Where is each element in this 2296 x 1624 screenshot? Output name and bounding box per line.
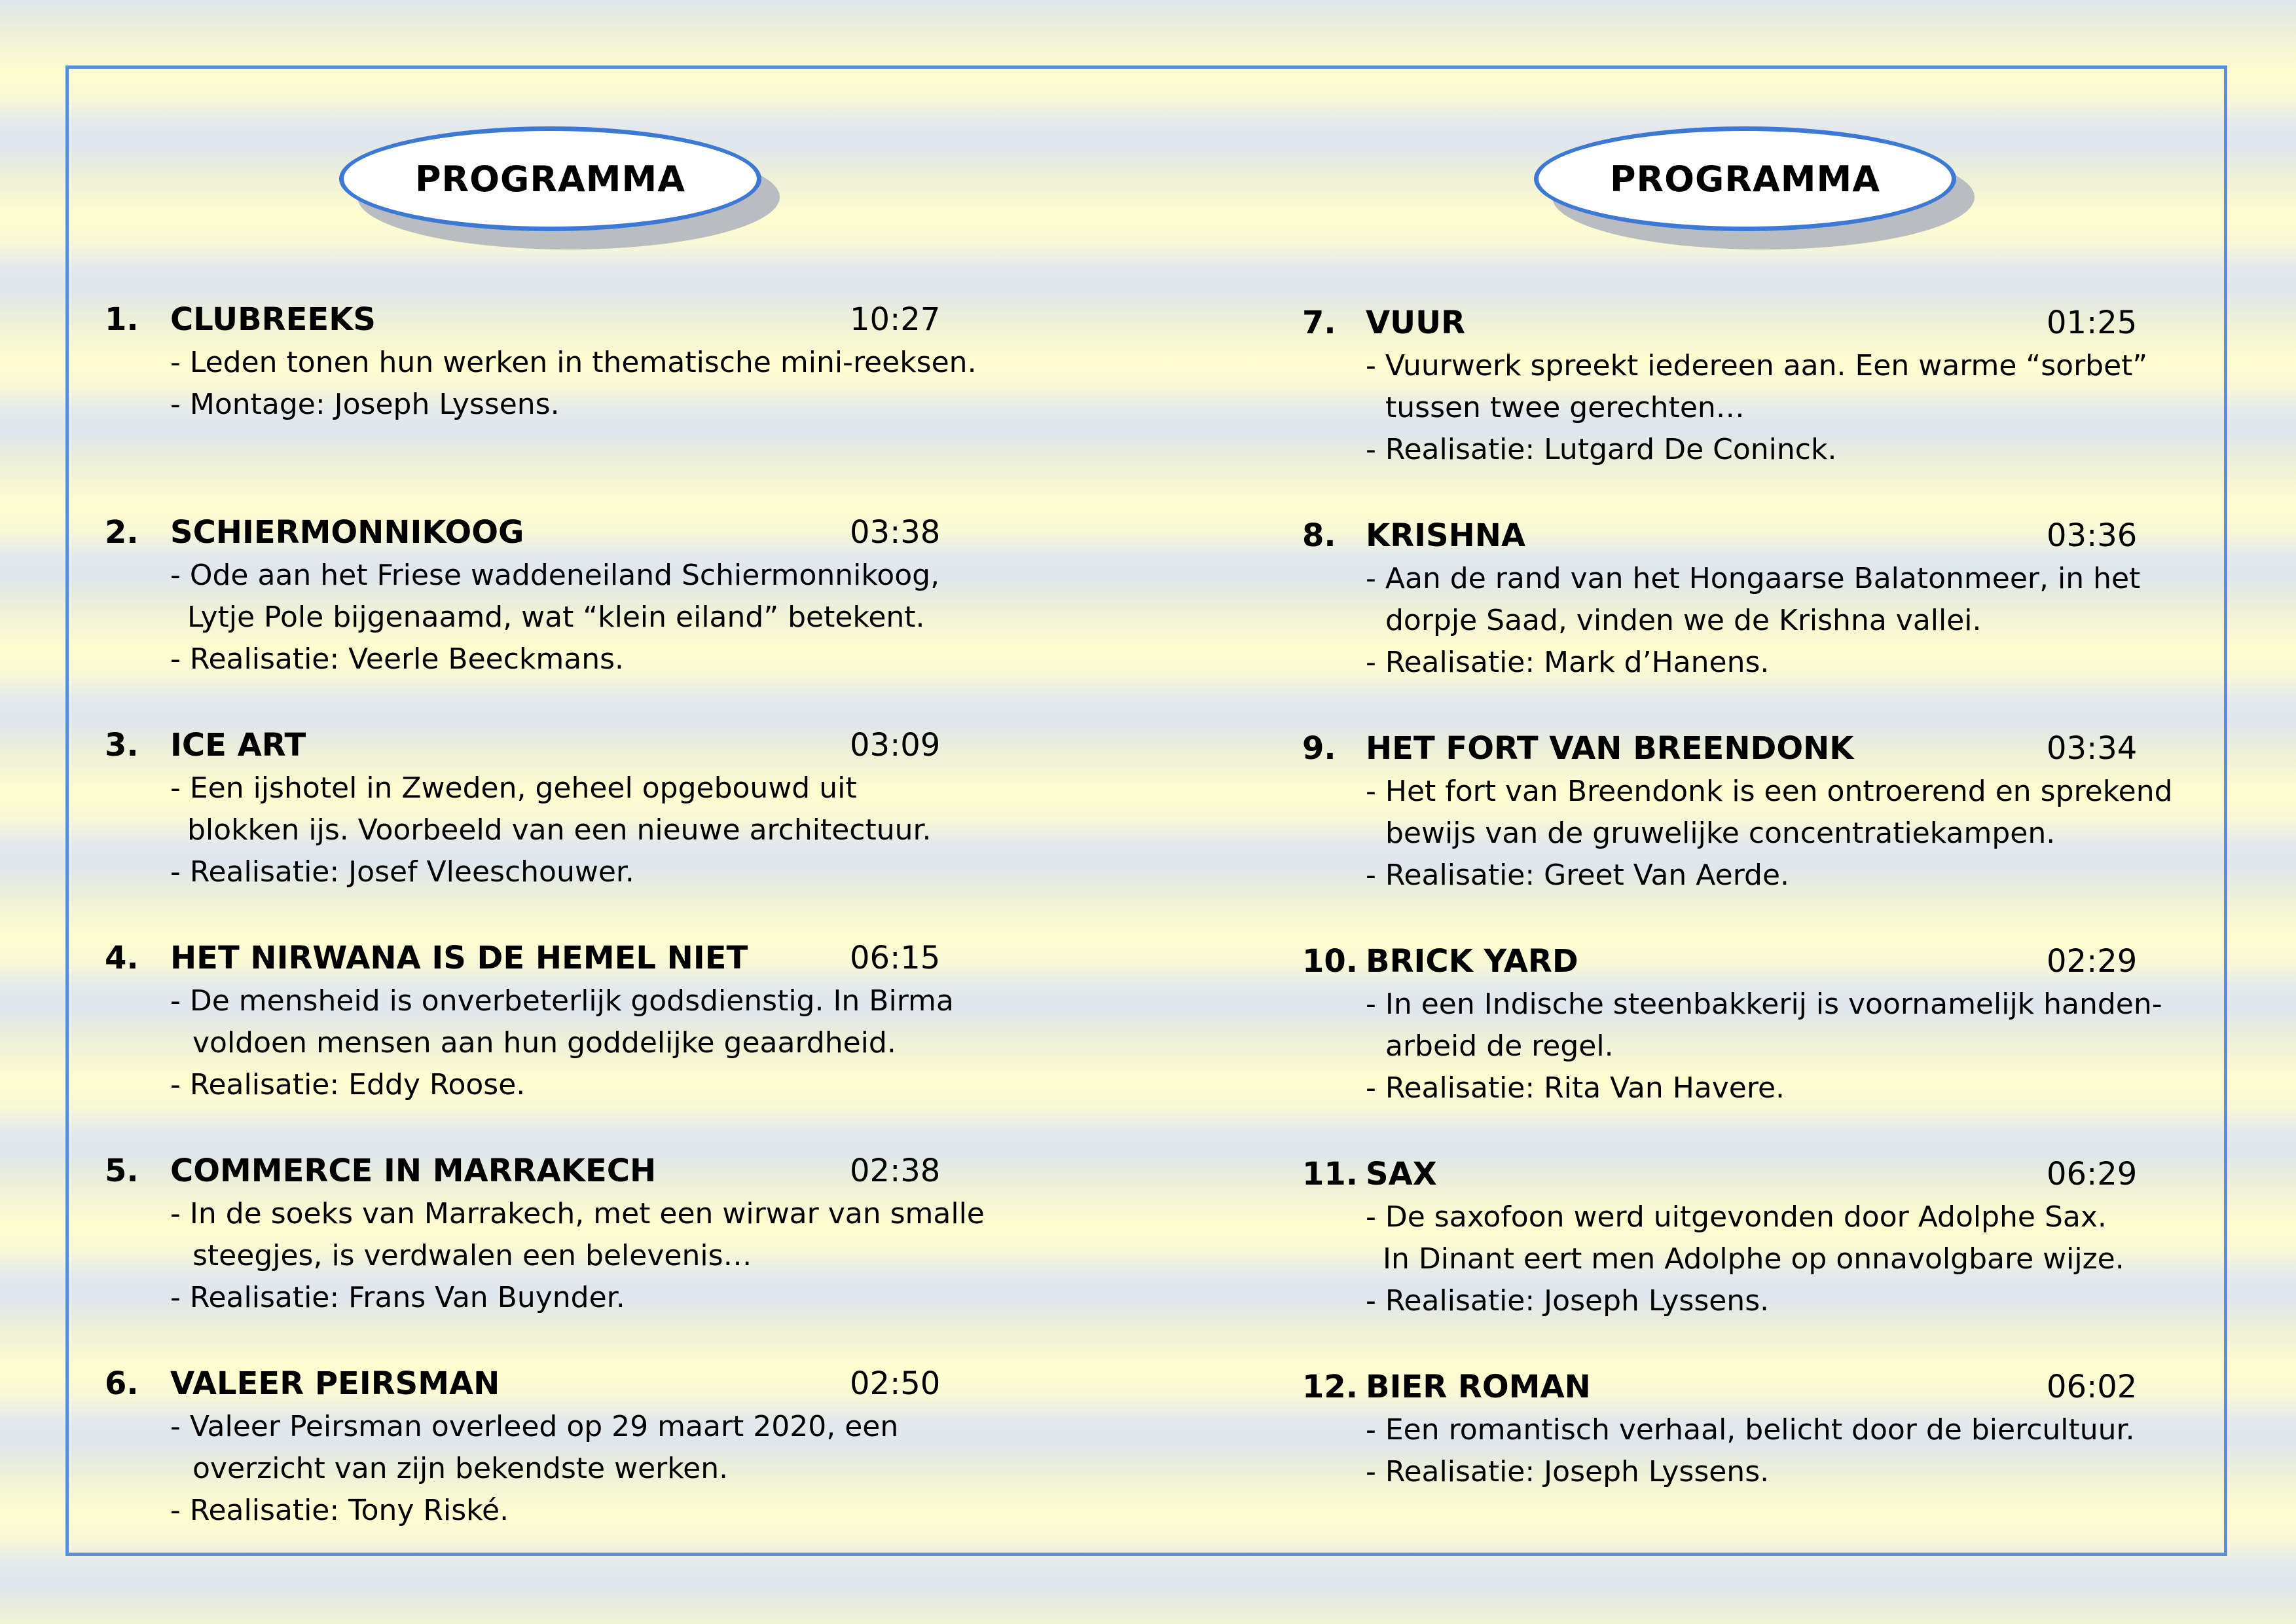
item-header [65,514,1146,555]
item-title: ICE ART [170,727,306,764]
description-line: bewijs van de gruwelijke concentratiekampen. [1385,817,2056,850]
item-title: HET FORT VAN BREENDONK [1366,730,1854,767]
item-title: SCHIERMONNIKOOG [170,514,524,551]
description-line: - Aan de rand van het Hongaarse Balatonmeer, in het [1366,562,2141,595]
item-number: 3. [105,727,139,764]
item-number: 10. [1302,943,1358,980]
programme-item-6 [65,1365,1146,1578]
item-title: VALEER PEIRSMAN [170,1365,500,1402]
item-header [1146,730,2227,771]
item-title: BRICK YARD [1366,943,1578,980]
description-line: steegjes, is verdwalen een belevenis… [192,1239,752,1272]
item-duration: 03:38 [850,514,941,551]
item-number: 11. [1302,1156,1358,1192]
item-description [170,767,932,893]
programme-item-1 [65,301,1146,514]
programme-item-11 [1146,1156,2227,1369]
description-line: - Leden tonen hun werken in thematische mini-reeksen. [170,346,977,379]
description-line: - Valeer Peirsman overleed op 29 maart 2020, een [170,1410,899,1443]
item-number: 12. [1302,1369,1358,1405]
item-title: SAX [1366,1156,1437,1192]
description-line: arbeid de regel. [1385,1029,1614,1063]
description-line: - Een ijshotel in Zweden, geheel opgebouwd uit [170,771,857,805]
item-title: BIER ROMAN [1366,1369,1591,1405]
item-number: 7. [1302,304,1336,341]
programme-item-7 [1146,304,2227,517]
description-line: - De saxofoon werd uitgevonden door Adolphe Sax. [1366,1200,2107,1234]
item-header [65,1153,1146,1193]
description-line: tussen twee gerechten… [1385,391,1745,424]
programme-item-9 [1146,730,2227,943]
programme-list-right [1146,304,2227,1581]
item-duration: 03:36 [2047,517,2138,554]
item-duration: 06:02 [2047,1369,2138,1405]
heading-badge-left [339,126,765,251]
description-line: - Realisatie: Lutgard De Coninck. [1366,433,1837,466]
item-header [65,1365,1146,1406]
item-description [1366,1409,2135,1493]
item-duration: 01:25 [2047,304,2138,341]
item-header [1146,943,2227,984]
description-line: - Realisatie: Frans Van Buynder. [170,1281,625,1314]
item-header [1146,304,2227,345]
item-title: KRISHNA [1366,517,1526,554]
item-number: 6. [105,1365,139,1402]
description-line: - In een Indische steenbakkerij is voornamelijk handen- [1366,987,2162,1021]
heading-badge-oval [1534,126,1956,231]
description-line: - Montage: Joseph Lyssens. [170,388,560,421]
item-duration: 10:27 [850,301,941,338]
programme-list-left [65,301,1146,1578]
item-number: 1. [105,301,139,338]
description-line: - Realisatie: Rita Van Havere. [1366,1071,1785,1105]
item-header [1146,1369,2227,1409]
item-duration: 06:15 [850,940,941,976]
item-duration: 06:29 [2047,1156,2138,1192]
description-line: dorpje Saad, vinden we de Krishna vallei. [1385,604,1982,637]
item-header [1146,1156,2227,1196]
programme-item-2 [65,514,1146,727]
description-line: voldoen mensen aan hun goddelijke geaardheid. [192,1026,896,1060]
description-line: - Realisatie: Josef Vleeschouwer. [170,855,634,889]
item-description [170,342,977,426]
item-description [170,980,954,1106]
description-line: - Realisatie: Mark d’Hanens. [1366,646,1770,679]
description-line: overzicht van zijn bekendste werken. [192,1452,729,1485]
programma-heading: PROGRAMMA [414,158,686,200]
heading-badge-oval [339,126,761,231]
item-title: VUUR [1366,304,1466,341]
item-description [1366,984,2162,1109]
description-line: - In de soeks van Marrakech, met een wirwar van smalle [170,1197,985,1230]
description-line: - Realisatie: Eddy Roose. [170,1068,526,1101]
programme-item-8 [1146,517,2227,730]
description-line: - De mensheid is onverbeterlijk godsdienstig. In Birma [170,984,954,1018]
item-description [170,1193,985,1319]
item-number: 9. [1302,730,1336,767]
description-line: Lytje Pole bijgenaamd, wat “klein eiland” betekent. [187,600,925,634]
item-header [65,727,1146,767]
item-description [1366,345,2147,471]
item-description [1366,771,2173,896]
description-line: - Realisatie: Greet Van Aerde. [1366,858,1790,892]
item-duration: 03:09 [850,727,941,764]
description-line: - Realisatie: Veerle Beeckmans. [170,642,624,676]
item-duration: 02:29 [2047,943,2138,980]
item-header [65,301,1146,342]
description-line: - Realisatie: Tony Riské. [170,1494,509,1527]
item-title: CLUBREEKS [170,301,376,338]
item-header [1146,517,2227,558]
programma-heading: PROGRAMMA [1609,158,1881,200]
programme-item-4 [65,940,1146,1153]
item-number: 4. [105,940,139,976]
left-column [65,65,1146,1556]
item-duration: 02:38 [850,1153,941,1189]
item-number: 8. [1302,517,1336,554]
description-line: - Een romantisch verhaal, belicht door de biercultuur. [1366,1413,2135,1447]
item-description [170,555,939,680]
item-description [1366,558,2140,684]
item-description [170,1406,898,1532]
programme-item-3 [65,727,1146,940]
programme-item-10 [1146,943,2227,1156]
description-line: In Dinant eert men Adolphe op onnavolgbare wijze. [1383,1242,2124,1276]
heading-badge-right [1534,126,1959,251]
item-number: 5. [105,1153,139,1189]
item-number: 2. [105,514,139,551]
item-duration: 02:50 [850,1365,941,1402]
item-header [65,940,1146,980]
item-description [1366,1196,2124,1322]
item-duration: 03:34 [2047,730,2138,767]
description-line: - Realisatie: Joseph Lyssens. [1366,1455,1770,1488]
description-line: blokken ijs. Voorbeeld van een nieuwe architectuur. [187,813,932,847]
programme-item-5 [65,1153,1146,1365]
item-title: COMMERCE IN MARRAKECH [170,1153,657,1189]
item-title: HET NIRWANA IS DE HEMEL NIET [170,940,748,976]
right-column [1146,65,2227,1556]
description-line: - Ode aan het Friese waddeneiland Schiermonnikoog, [170,559,940,592]
description-line: - Realisatie: Joseph Lyssens. [1366,1284,1770,1318]
description-line: - Het fort van Breendonk is een ontroerend en sprekend [1366,775,2173,808]
description-line: - Vuurwerk spreekt iedereen aan. Een warme “sorbet” [1366,349,2148,382]
programme-item-12 [1146,1369,2227,1581]
